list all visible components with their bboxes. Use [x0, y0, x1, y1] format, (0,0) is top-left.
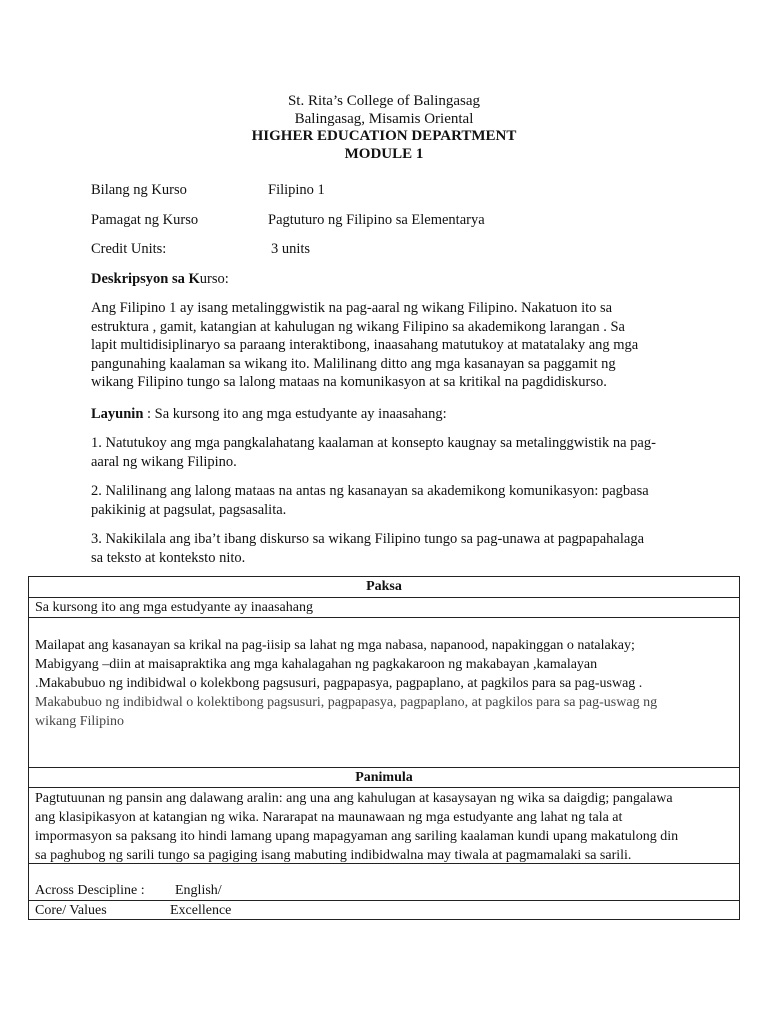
core-values-row: [29, 901, 739, 920]
module-title: MODULE 1: [344, 146, 424, 162]
credit-units-label: Credit Units:: [91, 241, 167, 257]
across-discipline-row: [29, 864, 739, 901]
objective-item-1: 1. Natutukoy ang mga pangkalahatang kaalaman at konsepto kaugnay sa metalinggwistik na pag- aaral ng wikang Filipino.: [91, 435, 656, 470]
course-number-value: Filipino 1: [268, 182, 325, 198]
course-number-label: Bilang ng Kurso: [91, 182, 187, 198]
college-name: St. Rita’s College of Balingasag: [287, 93, 481, 109]
across-discipline-label: Across Descipline :: [35, 883, 145, 898]
description-paragraph: Ang Filipino 1 ay isang metalinggwistik na pag-aaral ng wikang Filipino. Nakatuon ito sa estruktura , gamit, katangian at kahulugan ng wikang Filipino sa akademikong larangan . Sa lapit multidisiplinaryo sa paraang interaktibong, inaasahang matutukoy at matatalaky ang mga pangunahing kaalaman sa wikang ito. Malilinang ditto ang mga kasanayan sa paggamit ng wikang Filipino tungo sa lalong mataas na komunikasyon at sa kritikal na pagdidiskurso.: [91, 300, 639, 391]
core-values-label: Core/ Values: [35, 903, 107, 918]
objective-item-3: 3. Nakikilala ang iba’t ibang diskurso sa wikang Filipino tungo sa pag-unawa at pagpapahalaga sa teksto at konteksto nito.: [91, 531, 645, 566]
paksa-header: Paksa: [29, 577, 739, 598]
objective-item-2: 2. Nalilinang ang lalong mataas na antas ng kasanayan sa akademikong komunikasyon: pagbasa pakikinig at pagsulat, pagsasalita.: [91, 483, 649, 518]
core-values-value: Excellence: [170, 903, 232, 918]
objectives-heading: Layunin : Sa kursong ito ang mga estudyante ay inaasahang:: [91, 406, 447, 422]
panimula-header: Panimula: [29, 768, 739, 788]
module-table: [28, 576, 740, 920]
credit-units-value: 3 units: [271, 241, 311, 257]
department-title: HIGHER EDUCATION DEPARTMENT: [251, 128, 517, 144]
paksa-subheader: Sa kursong ito ang mga estudyante ay inaasahang: [29, 598, 739, 618]
paksa-content: Mailapat ang kasanayan sa krikal na pag-iisip sa lahat ng mga nabasa, napanood, napakinggan o natalakay; Mabigyang –diin at maisapraktika ang mga kahalagahan ng pagkakaroon ng makabayan ,kamalayan .Makabubuo ng indibidwal o kolekbong pagsusuri, pagpapasya, pagpaplano, at pagkilos para sa pag-uswag . Makabubuo ng indibidwal o kolektibong pagsusuri, pagpapasya, pagpaplano, at pagkilos para sa pag-uswag ng wikang Filipino: [29, 618, 739, 768]
course-title-value: Pagtuturo ng Filipino sa Elementarya: [268, 212, 485, 228]
course-title-label: Pamagat ng Kurso: [91, 212, 199, 228]
college-location: Balingasag, Misamis Oriental: [294, 111, 474, 127]
panimula-content: Pagtutuunan ng pansin ang dalawang aralin: ang una ang kahulugan at kasaysayan ng wika sa daigdig; pangalawa ang klasipikasyon at katangian ng wika. Nararapat na maunawaan ng mga estudyante ang lahat ng tala at impormasyon sa paksang ito hindi lamang upang mapagyaman ang sariling kaalaman kundi upang makatulong din sa paghubog ng sarili tungo sa pagiging isang mabuting indibidwalna may tiwala at pagmamalaki sa sarili.: [29, 788, 739, 864]
description-heading: Deskripsyon sa Kurso:: [91, 271, 229, 287]
across-discipline-value: English/: [175, 883, 222, 898]
